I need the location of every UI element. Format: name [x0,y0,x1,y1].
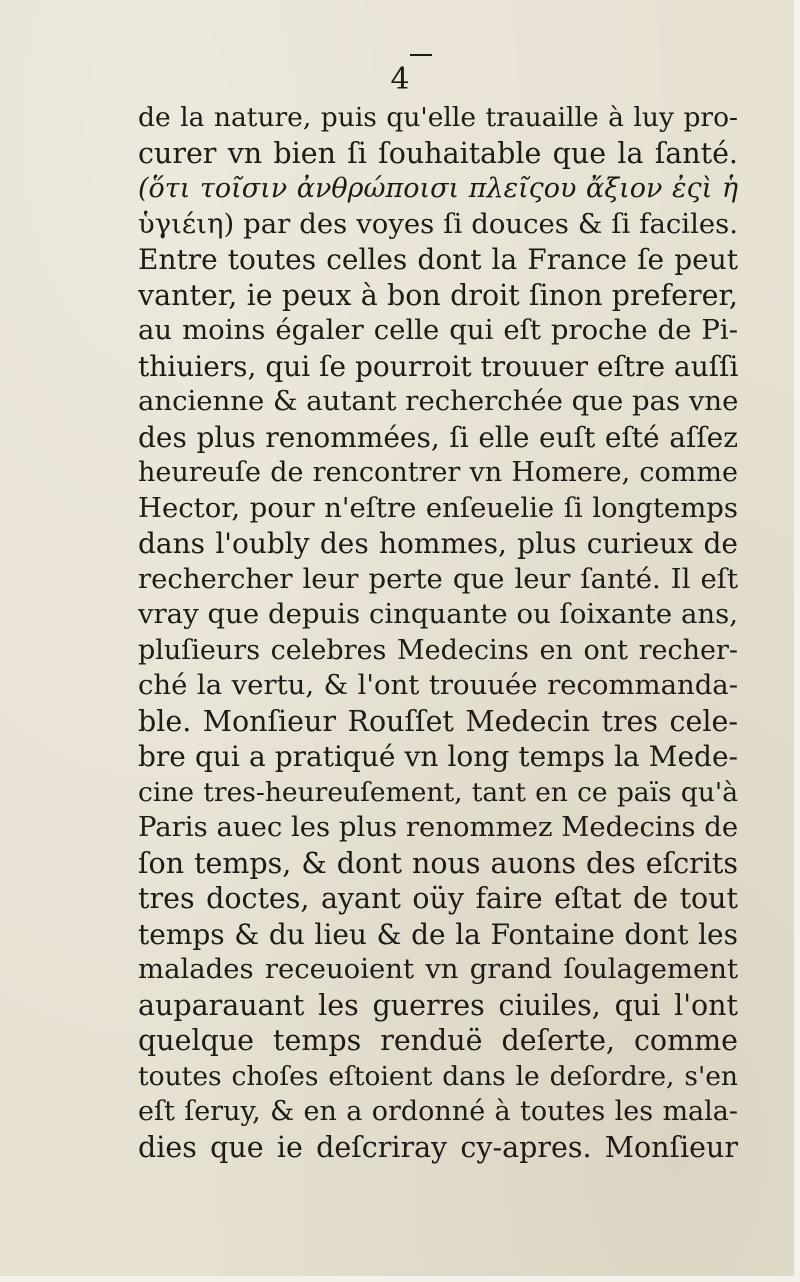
text-line: dies que ie deſcriray cy-apres. Monſieur [138,1130,738,1164]
text-line: toutes choſes eſtoient dans le deſordre, s'en [138,1060,738,1092]
text-line: curer vn bien ſi ſouhaitable que la ſanté. [138,136,738,170]
greek-quote-line: (ὅτι τοῖσιν ἀνθρώποισι πλεῖςου ἄξιον ἐςὶ ἡ [138,173,738,204]
text-line: tres doctes, ayant oüy faire eſtat de tout [138,882,738,915]
text-line: Entre toutes celles dont la France ſe peut [138,243,738,276]
text-line: eſt ſeruy, & en a ordonné à toutes les mala- [138,1096,738,1127]
page-number: 4 [0,62,800,97]
text-line: cine tres-heureuſement, tant en ce païs qu'à [138,776,738,808]
text-line: Hector, pour n'eſtre enſeuelie ſi longtemps [138,491,738,524]
text-line: de la nature, puis qu'elle trauaille à luy pro- [138,102,738,133]
text-line: au moins égaler celle qui eſt proche de Pi- [138,314,738,346]
text-line: malades receuoient vn grand ſoulagement [138,953,738,985]
text-line: ſon temps, & dont nous auons des eſcrits [138,846,738,880]
text-line: heureuſe de rencontrer vn Homere, comme [138,457,738,488]
text-line: quelque temps renduë deſerte, comme [138,1024,738,1057]
text-line: rechercher leur perte que leur ſanté. Il eſt [138,562,738,595]
text-line: ché la vertu, & l'ont trouuée recommanda- [138,669,738,701]
text-line: vray que depuis cinquante ou ſoixante ans, [138,598,738,630]
text-line: Paris auec les plus renommez Medecins de [138,811,738,843]
text-line: ble. Monſieur Rouſſet Medecin tres cele- [138,704,738,738]
text-line: ancienne & autant recherchée que pas vne [138,385,738,417]
text-line: vanter, ie peux à bon droit ſinon preferer, [138,278,738,312]
text-line: des plus renommées, ſi elle euſt eſté aſſez [138,420,738,454]
text-line: dans l'oubly des hommes, plus curieux de [138,527,738,560]
text-line: pluſieurs celebres Medecins en ont recher- [138,634,738,666]
text-line: thiuiers, qui ſe pourroit trouuer eſtre auſſi [138,349,738,383]
body-text [138,100,738,1165]
text-line: ὑγιέιη) par des voyes ſi douces & ſi faciles. [138,207,738,240]
text-line: bre qui a pratiqué vn long temps la Mede- [138,740,738,773]
text-line: auparauant les guerres ciuiles, qui l'ont [138,988,738,1022]
text-line: temps & du lieu & de la Fontaine dont les [138,917,738,951]
